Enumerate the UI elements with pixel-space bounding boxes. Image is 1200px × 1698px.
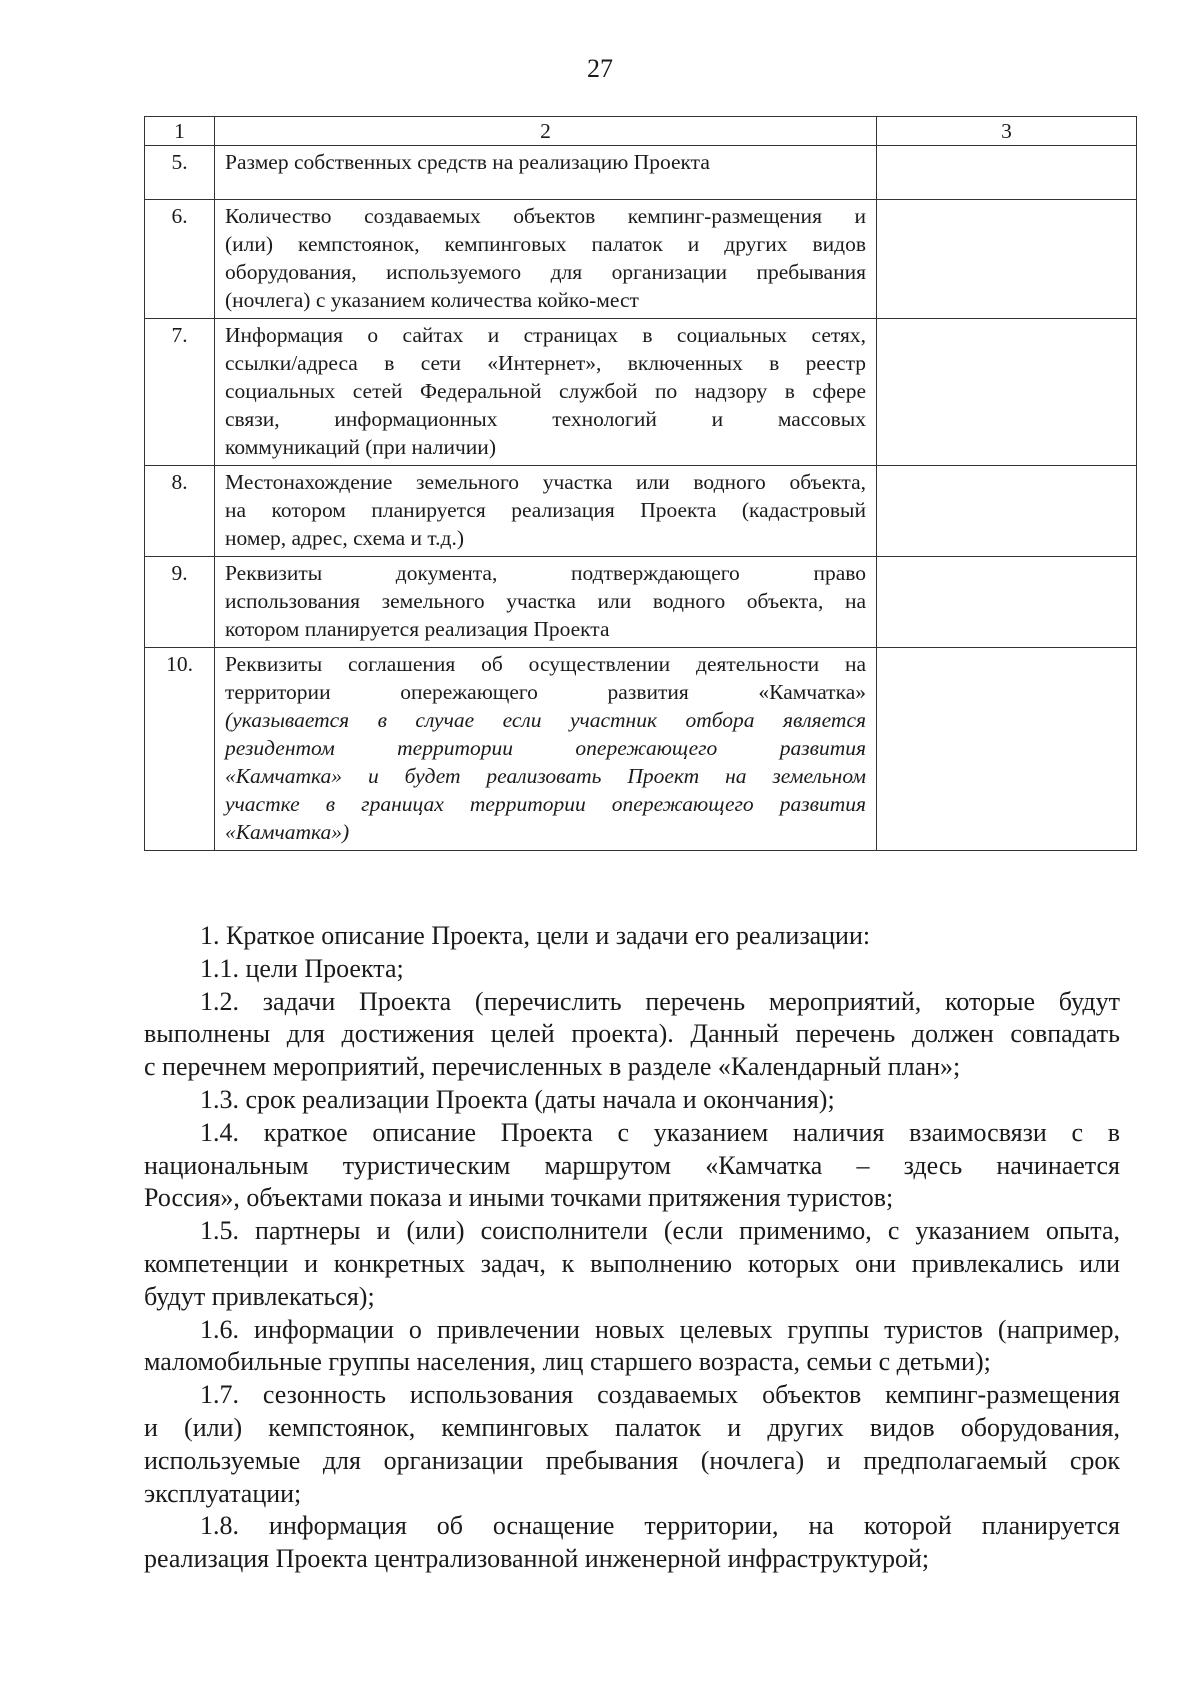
row-number: 6. bbox=[145, 200, 215, 319]
paragraph bbox=[144, 1314, 1120, 1380]
row-description bbox=[215, 466, 877, 557]
description-line: территории опережающего развития «Камчатка» bbox=[225, 680, 866, 704]
description-line: котором планируется реализация Проекта bbox=[225, 617, 610, 641]
paragraph bbox=[144, 1084, 1120, 1117]
description-line: Реквизиты документа, подтверждающего право bbox=[225, 561, 866, 585]
paragraph-line: национальным туристическим маршрутом «Камчатка – здесь начинается bbox=[144, 1150, 1120, 1180]
description-line: использования земельного участка или водного объекта, на bbox=[225, 589, 866, 613]
row-number: 9. bbox=[145, 557, 215, 648]
row-value-cell bbox=[877, 200, 1137, 319]
description-line: Размер собственных средств на реализацию Проекта bbox=[225, 150, 710, 174]
paragraph-line: 1.8. информация об оснащение территории, на которой планируется bbox=[200, 1511, 1120, 1541]
description-line: «Камчатка») bbox=[225, 820, 350, 844]
paragraph bbox=[144, 986, 1120, 1084]
paragraph bbox=[144, 1117, 1120, 1215]
description-line: (ночлега) с указанием количества койко-мест bbox=[225, 288, 639, 312]
paragraph-line: 1.2. задачи Проекта (перечислить перечень мероприятий, которые будут bbox=[200, 986, 1120, 1016]
row-value-cell bbox=[877, 648, 1137, 851]
row-number: 10. bbox=[145, 648, 215, 851]
row-description bbox=[215, 557, 877, 648]
table-row bbox=[145, 319, 1137, 466]
paragraph bbox=[144, 1215, 1120, 1313]
header-cell-1: 1 bbox=[145, 117, 215, 146]
table-header-row bbox=[145, 117, 1137, 146]
description-line: номер, адрес, схема и т.д.) bbox=[225, 526, 464, 550]
row-number: 7. bbox=[145, 319, 215, 466]
row-description bbox=[215, 200, 877, 319]
row-description bbox=[215, 319, 877, 466]
paragraph-line: 1.1. цели Проекта; bbox=[200, 953, 404, 983]
row-value-cell bbox=[877, 557, 1137, 648]
paragraph-line: компетенции и конкретных задач, к выполнению которых они привлекались или bbox=[144, 1248, 1120, 1278]
paragraph bbox=[144, 1510, 1120, 1576]
paragraph-line: 1.6. информации о привлечении новых целевых группы туристов (например, bbox=[200, 1314, 1120, 1344]
paragraph bbox=[144, 1379, 1120, 1510]
table-row bbox=[145, 200, 1137, 319]
description-line: ссылки/адреса в сети «Интернет», включенных в реестр bbox=[225, 351, 866, 375]
row-description bbox=[215, 146, 877, 200]
table-row bbox=[145, 557, 1137, 648]
paragraph-line: 1.4. краткое описание Проекта с указанием наличия взаимосвязи с в bbox=[200, 1117, 1120, 1147]
description-line: социальных сетей Федеральной службой по надзору в сфере bbox=[225, 379, 866, 403]
description-line: Количество создаваемых объектов кемпинг-размещения и bbox=[225, 204, 866, 228]
description-line: Информация о сайтах и страницах в социальных сетях, bbox=[225, 323, 866, 347]
paragraph-line: выполнены для достижения целей проекта). Данный перечень должен совпадать bbox=[144, 1019, 1120, 1049]
page-number: 27 bbox=[587, 54, 613, 83]
header-cell-2: 2 bbox=[215, 117, 877, 146]
paragraph-line: будут привлекаться); bbox=[144, 1281, 375, 1311]
body-text bbox=[144, 920, 1120, 1576]
description-line: на котором планируется реализация Проекта (кадастровый bbox=[225, 498, 866, 522]
paragraph-line: с перечнем мероприятий, перечисленных в разделе «Календарный план»; bbox=[144, 1052, 961, 1082]
description-line: оборудования, используемого для организации пребывания bbox=[225, 260, 866, 284]
paragraph-line: 1.3. срок реализации Проекта (даты начала и окончания); bbox=[200, 1084, 835, 1114]
row-value-cell bbox=[877, 146, 1137, 200]
paragraph-line: используемые для организации пребывания (ночлега) и предполагаемый срок bbox=[144, 1445, 1120, 1475]
paragraph-line: 1.5. партнеры и (или) соисполнители (если применимо, с указанием опыта, bbox=[200, 1216, 1120, 1246]
table-row bbox=[145, 466, 1137, 557]
description-line: Местонахождение земельного участка или водного объекта, bbox=[225, 470, 866, 494]
paragraph-line: 1.7. сезонность использования создаваемых объектов кемпинг-размещения bbox=[200, 1380, 1120, 1410]
paragraph-line: Россия», объектами показа и иными точками притяжения туристов; bbox=[144, 1183, 894, 1213]
header-cell-3: 3 bbox=[877, 117, 1137, 146]
table-row bbox=[145, 146, 1137, 200]
description-line: Реквизиты соглашения об осуществлении деятельности на bbox=[225, 652, 866, 676]
row-value-cell bbox=[877, 466, 1137, 557]
paragraph-line: реализация Проекта централизованной инженерной инфраструктурой; bbox=[144, 1544, 930, 1574]
description-line: «Камчатка» и будет реализовать Проект на земельном bbox=[225, 764, 866, 788]
row-number: 5. bbox=[145, 146, 215, 200]
table-row bbox=[145, 648, 1137, 851]
paragraph-line: и (или) кемпстоянок, кемпинговых палаток и других видов оборудования, bbox=[144, 1412, 1120, 1442]
application-table bbox=[144, 116, 1137, 851]
row-value-cell bbox=[877, 319, 1137, 466]
description-line: (указывается в случае если участник отбора является bbox=[225, 708, 866, 732]
paragraph-line: маломобильные группы населения, лиц старшего возраста, семьи с детьми); bbox=[144, 1347, 991, 1377]
paragraph bbox=[144, 920, 1120, 953]
paragraph bbox=[144, 953, 1120, 986]
description-line: коммуникаций (при наличии) bbox=[225, 435, 496, 459]
row-number: 8. bbox=[145, 466, 215, 557]
description-line: связи, информационных технологий и массовых bbox=[225, 407, 866, 431]
description-line: резидентом территории опережающего развития bbox=[225, 736, 866, 760]
description-line: (или) кемпстоянок, кемпинговых палаток и других видов bbox=[225, 232, 866, 256]
paragraph-line: 1. Краткое описание Проекта, цели и задачи его реализации: bbox=[200, 921, 871, 950]
description-line: участке в границах территории опережающего развития bbox=[225, 792, 866, 816]
paragraph-line: эксплуатации; bbox=[144, 1478, 302, 1508]
row-description bbox=[215, 648, 877, 851]
